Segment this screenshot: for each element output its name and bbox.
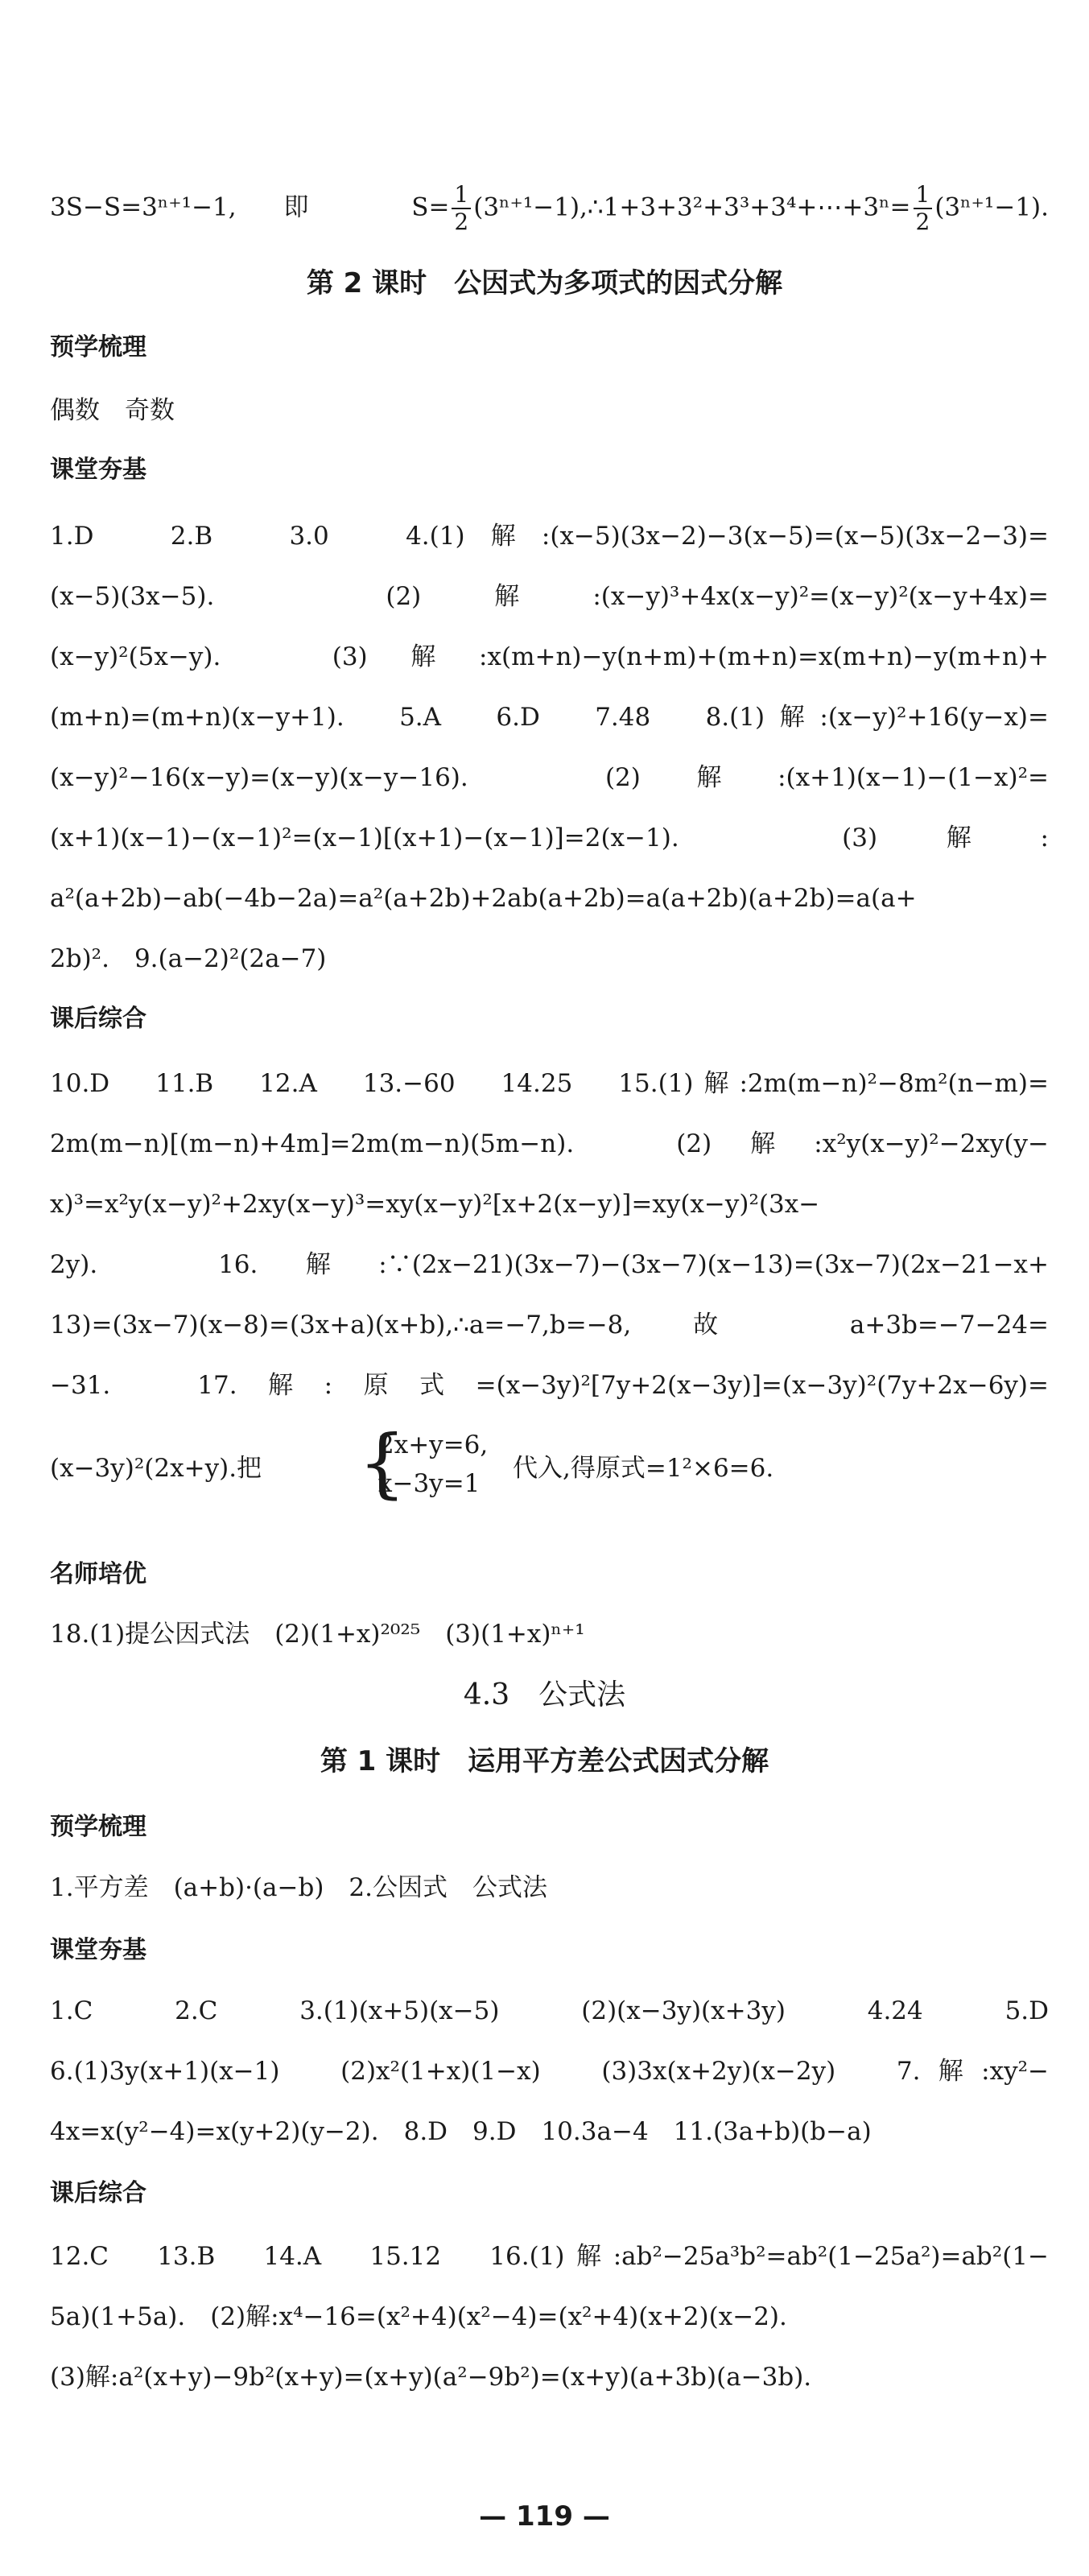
section-title: 4.3 公式法 <box>463 1678 626 1711</box>
lesson2-after-line: 2m(m−n)[(m−n)+4m]=2m(m−n)(5m−n). (2)解:x²y(x−y)²−2xy(y− <box>50 1129 1049 1158</box>
lesson2-teacher-heading: 名师培优 <box>50 1560 146 1588</box>
fraction-one-half: $\frac{1}{2}$ <box>452 184 471 233</box>
lesson2-class-line: 1.D 2.B 3.0 4.(1)解:(x−5)(3x−2)−3(x−5)=(x−5)(3x−2−3)= <box>50 522 1049 551</box>
lesson2-class-line: (x−5)(3x−5). (2)解:(x−y)³+4x(x−y)²=(x−y)²(x−y+4x)= <box>50 582 1049 611</box>
lesson1-after-line: (3)解:a²(x+y)−9b²(x+y)=(x+y)(a²−9b²)=(x+y)(a+3b)(a−3b). <box>50 2363 812 2392</box>
lesson2-teacher-line: 18.(1)提公因式法 (2)(1+x)²⁰²⁵ (3)(1+x)ⁿ⁺¹ <box>50 1620 585 1649</box>
lesson2-class-heading: 课堂夯基 <box>50 456 146 484</box>
continuation-line <box>50 181 1049 235</box>
lesson2-preview-line: 偶数 奇数 <box>50 396 175 425</box>
left-brace-icon: { <box>358 1419 406 1507</box>
lesson2-title: 第 2 课时 公因式为多项式的因式分解 <box>306 267 783 299</box>
lesson2-class-line: (m+n)=(m+n)(x−y+1). 5.A 6.D 7.48 8.(1)解:(x−y)²+16(y−x)= <box>50 703 1049 732</box>
lesson1-class-line: 1.C 2.C 3.(1)(x+5)(x−5) (2)(x−3y)(x+3y) 4.24 5.D <box>50 1996 1049 2025</box>
lesson1-class-heading: 课堂夯基 <box>50 1936 146 1964</box>
continuation-text-1: 3S−S=3ⁿ⁺¹−1,即 S= <box>50 192 450 222</box>
lesson1-title: 第 1 课时 运用平方差公式因式分解 <box>320 1745 769 1777</box>
equation-system-line <box>50 1419 1049 1508</box>
lesson2-after-line: x)³=x²y(x−y)²+2xy(x−y)³=xy(x−y)²[x+2(x−y)]=xy(x−y)²(3x− <box>50 1190 820 1219</box>
lesson2-class-line: 2b)². 9.(a−2)²(2a−7) <box>50 944 327 973</box>
lesson1-after-heading: 课后综合 <box>50 2179 146 2207</box>
continuation-text-2: (3ⁿ⁺¹−1),∴1+3+3²+3³+3⁴+⋯+3ⁿ= <box>473 192 911 222</box>
system-prefix: (x−3y)²(2x+y).把 <box>50 1454 262 1483</box>
lesson2-after-heading: 课后综合 <box>50 1005 146 1033</box>
lesson1-after-line: 12.C 13.B 14.A 15.12 16.(1)解:ab²−25a³b²=ab²(1−25a²)=ab²(1− <box>50 2242 1049 2271</box>
lesson2-class-line: (x−y)²−16(x−y)=(x−y)(x−y−16). (2)解:(x+1)(x−1)−(1−x)²= <box>50 763 1049 792</box>
lesson2-after-line: −31. 17.解:原式=(x−3y)²[7y+2(x−3y)]=(x−3y)²(7y+2x−6y)= <box>50 1371 1049 1400</box>
lesson2-class-line: a²(a+2b)−ab(−4b−2a)=a²(a+2b)+2ab(a+2b)=a(a+2b)(a+2b)=a(a+ <box>50 884 917 913</box>
fraction-one-half-2: $\frac{1}{2}$ <box>914 184 933 233</box>
lesson2-class-line: (x+1)(x−1)−(x−1)²=(x−1)[(x+1)−(x−1)]=2(x−1). (3)解: <box>50 824 1049 852</box>
lesson2-after-line: 2y). 16.解:∵(2x−21)(3x−7)−(3x−7)(x−13)=(3x−7)(2x−21−x+ <box>50 1250 1049 1279</box>
lesson1-class-line: 4x=x(y²−4)=x(y+2)(y−2). 8.D 9.D 10.3a−4 11.(3a+b)(b−a) <box>50 2117 872 2146</box>
page-number: — 119 — <box>479 2500 610 2533</box>
lesson2-after-line: 13)=(3x−7)(x−8)=(3x+a)(x+b),∴a=−7,b=−8,故 a+3b=−7−24= <box>50 1311 1049 1340</box>
lesson1-preview-line: 1.平方差 (a+b)·(a−b) 2.公因式 公式法 <box>50 1873 547 1902</box>
lesson2-class-line: (x−y)²(5x−y). (3)解:x(m+n)−y(n+m)+(m+n)=x(m+n)−y(m+n)+ <box>50 642 1049 671</box>
continuation-text-3: (3ⁿ⁺¹−1). <box>934 192 1049 222</box>
lesson2-preview-heading: 预学梳理 <box>50 333 146 361</box>
lesson1-preview-heading: 预学梳理 <box>50 1813 146 1841</box>
system-suffix: 代入,得原式=1²×6=6. <box>513 1454 774 1483</box>
lesson2-after-line: 10.D 11.B 12.A 13.−60 14.25 15.(1)解:2m(m−n)²−8m²(n−m)= <box>50 1069 1049 1098</box>
system-equation-2: x−3y=1 <box>378 1469 481 1498</box>
lesson1-after-line: 5a)(1+5a). (2)解:x⁴−16=(x²+4)(x²−4)=(x²+4)(x+2)(x−2). <box>50 2302 787 2331</box>
lesson1-class-line: 6.(1)3y(x+1)(x−1) (2)x²(1+x)(1−x) (3)3x(x+2y)(x−2y) 7.解:xy²− <box>50 2057 1049 2086</box>
system-equation-1: 2x+y=6, <box>378 1430 489 1459</box>
